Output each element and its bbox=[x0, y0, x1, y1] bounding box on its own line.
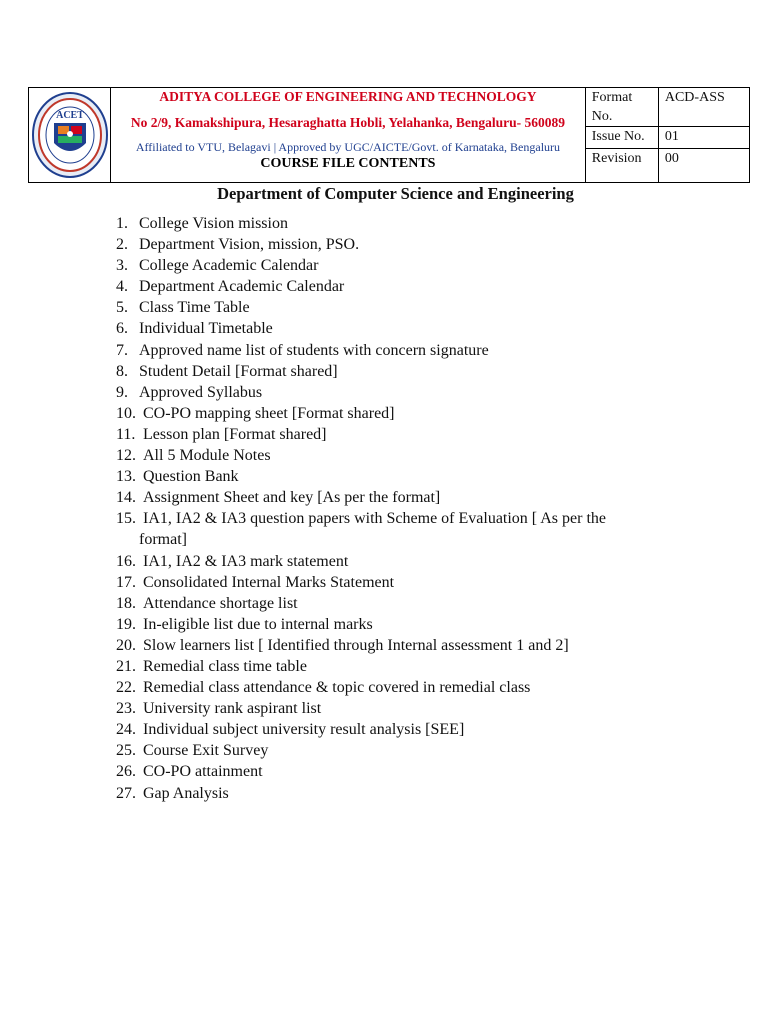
list-item-number: 2. bbox=[116, 236, 128, 254]
list-item-number: 16. bbox=[116, 552, 136, 570]
list-item bbox=[116, 445, 716, 466]
list-item bbox=[116, 614, 716, 635]
list-item-text: CO-PO mapping sheet [Format shared] bbox=[143, 404, 395, 422]
list-item-text-continuation: format] bbox=[139, 531, 187, 549]
list-item bbox=[116, 382, 716, 403]
list-item-text: Remedial class time table bbox=[143, 657, 307, 675]
list-item-text: College Vision mission bbox=[139, 215, 288, 232]
college-logo bbox=[31, 91, 109, 179]
list-item-text: Consolidated Internal Marks Statement bbox=[143, 573, 395, 591]
list-item-number: 21. bbox=[116, 657, 136, 675]
list-item-text: In-eligible list due to internal marks bbox=[143, 615, 373, 633]
list-item bbox=[116, 761, 716, 782]
list-item-text: Individual subject university result analysis [SEE] bbox=[143, 721, 465, 739]
list-item bbox=[116, 487, 716, 508]
list-item bbox=[116, 677, 716, 698]
list-item bbox=[116, 403, 716, 424]
list-item-text: College Academic Calendar bbox=[139, 257, 319, 275]
department-title: Department of Computer Science and Engineering bbox=[217, 184, 574, 203]
list-item-number: 17. bbox=[116, 573, 136, 591]
list-item-number: 7. bbox=[116, 341, 128, 359]
list-item-number: 20. bbox=[116, 636, 136, 654]
list-item-number: 27. bbox=[116, 784, 136, 802]
list-item bbox=[116, 361, 716, 382]
college-affiliation: Affiliated to VTU, Belagavi | Approved by UGC/AICTE/Govt. of Karnataka, Bengaluru bbox=[135, 140, 561, 154]
logo-acronym: ACET bbox=[55, 110, 84, 121]
list-item-number: 3. bbox=[116, 257, 128, 275]
list-item bbox=[116, 255, 716, 276]
list-item-number: 1. bbox=[116, 215, 128, 232]
list-item bbox=[116, 656, 716, 677]
list-item bbox=[116, 318, 716, 339]
list-item bbox=[116, 466, 716, 487]
list-item bbox=[116, 551, 716, 572]
list-item bbox=[116, 719, 716, 740]
list-item-number: 14. bbox=[116, 489, 136, 507]
college-address: No 2/9, Kamakshipura, Hesaraghatta Hobli, Yelahanka, Bengaluru- 560089 bbox=[130, 115, 566, 130]
list-item-number: 11. bbox=[116, 425, 136, 443]
list-item-text: Gap Analysis bbox=[143, 784, 229, 802]
list-item-number: 15. bbox=[116, 510, 136, 528]
list-item bbox=[116, 572, 716, 593]
list-item-number: 5. bbox=[116, 299, 128, 317]
list-item-text: Remedial class attendance & topic covered in remedial class bbox=[143, 679, 531, 697]
list-item bbox=[116, 740, 716, 761]
list-item-number: 18. bbox=[116, 594, 136, 612]
issue-no-label: Issue No. bbox=[585, 127, 658, 148]
issue-no-value: 01 bbox=[658, 127, 749, 148]
list-item-text: Attendance shortage list bbox=[143, 594, 298, 612]
revision-value: 00 bbox=[658, 148, 749, 182]
list-item-text: IA1, IA2 & IA3 question papers with Scheme of Evaluation [ As per the bbox=[143, 510, 607, 528]
list-item bbox=[116, 635, 716, 656]
list-item bbox=[116, 297, 716, 318]
college-name: ADITYA COLLEGE OF ENGINEERING AND TECHNOLOGY bbox=[159, 89, 537, 104]
list-item bbox=[116, 234, 716, 255]
list-item bbox=[116, 424, 716, 445]
list-item-number: 6. bbox=[116, 320, 128, 338]
college-title-cell bbox=[111, 88, 586, 183]
format-no-value: ACD-ASS bbox=[658, 88, 749, 127]
list-item-number: 23. bbox=[116, 700, 136, 718]
list-item-text: Question Bank bbox=[143, 468, 239, 486]
list-item-text: Department Vision, mission, PSO. bbox=[139, 236, 360, 254]
list-item bbox=[116, 783, 716, 804]
college-logo-cell bbox=[29, 88, 111, 183]
list-item-number: 24. bbox=[116, 721, 136, 739]
list-item-text: Assignment Sheet and key [As per the format] bbox=[143, 489, 441, 507]
list-item bbox=[116, 593, 716, 614]
format-no-label: Format No. bbox=[585, 88, 658, 127]
list-item-number: 8. bbox=[116, 362, 128, 380]
list-item-number: 10. bbox=[116, 404, 136, 422]
revision-label: Revision bbox=[585, 148, 658, 182]
list-item-text: All 5 Module Notes bbox=[143, 447, 271, 465]
list-item-text: Approved name list of students with concern signature bbox=[139, 341, 489, 359]
document-title: COURSE FILE CONTENTS bbox=[260, 156, 436, 171]
list-item-number: 12. bbox=[116, 447, 136, 465]
list-item-text: Lesson plan [Format shared] bbox=[143, 425, 327, 443]
list-item-text: University rank aspirant list bbox=[143, 700, 322, 718]
list-item-number: 19. bbox=[116, 615, 136, 633]
list-item-text: Individual Timetable bbox=[139, 320, 273, 338]
list-item bbox=[116, 698, 716, 719]
list-item-text: CO-PO attainment bbox=[143, 763, 263, 781]
list-item-number: 4. bbox=[116, 278, 128, 296]
list-item-text: Class Time Table bbox=[139, 299, 250, 317]
list-item-number: 9. bbox=[116, 383, 128, 401]
list-item-number: 26. bbox=[116, 763, 136, 781]
list-item-number: 22. bbox=[116, 679, 136, 697]
list-item bbox=[116, 508, 716, 550]
list-item-number: 13. bbox=[116, 468, 136, 486]
list-item-text: Student Detail [Format shared] bbox=[139, 362, 338, 380]
list-item-text: Slow learners list [ Identified through Internal assessment 1 and 2] bbox=[143, 636, 569, 654]
course-file-contents-list bbox=[116, 213, 716, 804]
list-item bbox=[116, 340, 716, 361]
list-item-text: Approved Syllabus bbox=[139, 383, 263, 401]
document-header bbox=[28, 87, 750, 183]
list-item-text: Department Academic Calendar bbox=[139, 278, 345, 296]
list-item-text: Course Exit Survey bbox=[143, 742, 269, 760]
list-item-number: 25. bbox=[116, 742, 136, 760]
list-item bbox=[116, 276, 716, 297]
list-item-text: IA1, IA2 & IA3 mark statement bbox=[143, 552, 349, 570]
list-item bbox=[116, 213, 716, 234]
